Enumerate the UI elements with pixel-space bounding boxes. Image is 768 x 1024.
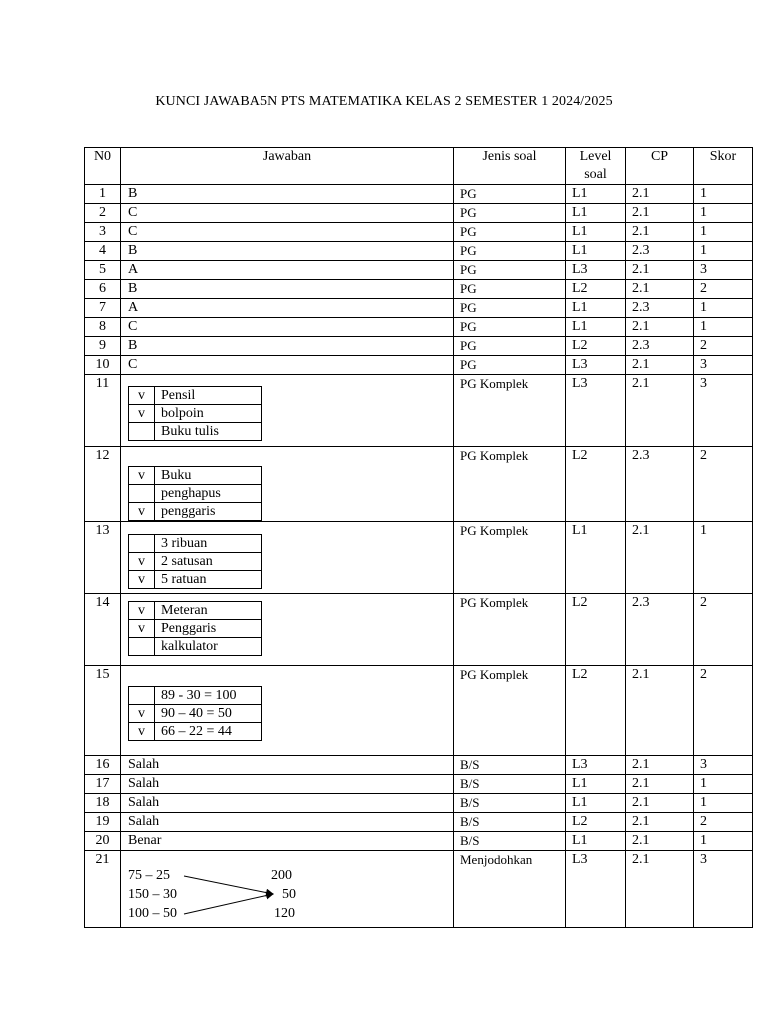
cp-value: 2.1 <box>626 832 694 851</box>
cp-value: 2.1 <box>626 375 694 447</box>
question-level: L2 <box>566 666 626 756</box>
answer-cell: Benar <box>121 832 454 851</box>
option-check-mark: v <box>129 503 155 521</box>
score-value: 2 <box>694 280 753 299</box>
question-level: L1 <box>566 204 626 223</box>
question-type: PG <box>454 261 566 280</box>
cp-value: 2.1 <box>626 756 694 775</box>
row-number: 1 <box>85 185 121 204</box>
option-label: 5 ratuan <box>155 571 262 589</box>
match-right-item: 120 <box>274 906 295 921</box>
answer-option-table <box>128 534 262 589</box>
header-jawaban: Jawaban <box>121 148 454 185</box>
cp-value: 2.1 <box>626 261 694 280</box>
question-level: L2 <box>566 447 626 522</box>
answer-option-table <box>128 386 262 441</box>
option-row <box>129 423 262 441</box>
table-row <box>85 594 753 666</box>
score-value: 1 <box>694 775 753 794</box>
answer-option-table <box>128 601 262 656</box>
answer-cell: C <box>121 356 454 375</box>
question-type: B/S <box>454 756 566 775</box>
option-row <box>129 405 262 423</box>
match-arrow-line <box>184 876 273 894</box>
question-type: PG <box>454 337 566 356</box>
option-check-mark: v <box>129 405 155 423</box>
match-left-item: 75 – 25 <box>128 868 170 883</box>
answer-cell <box>121 851 454 928</box>
row-number: 15 <box>85 666 121 756</box>
header-level-line1: Level <box>579 149 612 164</box>
question-type: PG Komplek <box>454 594 566 666</box>
option-check-mark: v <box>129 602 155 620</box>
question-type: PG Komplek <box>454 666 566 756</box>
matching-answer <box>128 867 328 927</box>
answer-cell: C <box>121 223 454 242</box>
row-number: 3 <box>85 223 121 242</box>
score-value: 2 <box>694 337 753 356</box>
option-label: bolpoin <box>155 405 262 423</box>
question-level: L2 <box>566 337 626 356</box>
cp-value: 2.3 <box>626 242 694 261</box>
question-type: B/S <box>454 775 566 794</box>
score-value: 3 <box>694 356 753 375</box>
row-number: 5 <box>85 261 121 280</box>
option-check-mark: v <box>129 387 155 405</box>
match-arrows <box>128 867 328 927</box>
option-label: penghapus <box>155 485 262 503</box>
row-number: 13 <box>85 522 121 594</box>
option-label: 66 – 22 = 44 <box>155 723 262 741</box>
row-number: 12 <box>85 447 121 522</box>
option-row <box>129 723 262 741</box>
score-value: 3 <box>694 375 753 447</box>
question-type: PG <box>454 318 566 337</box>
option-check-mark: v <box>129 467 155 485</box>
score-value: 3 <box>694 261 753 280</box>
question-level: L1 <box>566 794 626 813</box>
table-header-row <box>85 148 753 185</box>
option-check-mark: v <box>129 620 155 638</box>
row-number: 4 <box>85 242 121 261</box>
score-value: 2 <box>694 594 753 666</box>
match-right-item: 50 <box>282 887 296 902</box>
question-level: L1 <box>566 223 626 242</box>
score-value: 1 <box>694 832 753 851</box>
option-check-mark: v <box>129 723 155 741</box>
header-cp: CP <box>626 148 694 185</box>
option-row <box>129 620 262 638</box>
document-title: KUNCI JAWABA5N PTS MATEMATIKA KELAS 2 SEMESTER 1 2024/2025 <box>155 94 613 109</box>
option-check-mark <box>129 423 155 441</box>
question-level: L3 <box>566 756 626 775</box>
cp-value: 2.3 <box>626 299 694 318</box>
option-label: Buku tulis <box>155 423 262 441</box>
option-label: 90 – 40 = 50 <box>155 705 262 723</box>
table-row <box>85 375 753 447</box>
question-level: L3 <box>566 375 626 447</box>
cp-value: 2.1 <box>626 775 694 794</box>
row-number: 7 <box>85 299 121 318</box>
answer-cell: Salah <box>121 813 454 832</box>
option-label: 89 - 30 = 100 <box>155 687 262 705</box>
row-number: 2 <box>85 204 121 223</box>
option-label: Penggaris <box>155 620 262 638</box>
option-row <box>129 638 262 656</box>
option-row <box>129 387 262 405</box>
row-number: 9 <box>85 337 121 356</box>
table-row <box>85 204 753 223</box>
question-type: B/S <box>454 813 566 832</box>
answer-cell <box>121 447 454 522</box>
answer-cell: B <box>121 337 454 356</box>
match-right-item: 200 <box>271 868 292 883</box>
table-row <box>85 261 753 280</box>
table-body <box>85 185 753 928</box>
score-value: 1 <box>694 522 753 594</box>
question-type: PG <box>454 299 566 318</box>
table-row <box>85 832 753 851</box>
answer-cell: Salah <box>121 794 454 813</box>
question-type: B/S <box>454 832 566 851</box>
question-type: PG Komplek <box>454 522 566 594</box>
option-row <box>129 602 262 620</box>
question-level: L1 <box>566 299 626 318</box>
option-row <box>129 485 262 503</box>
question-level: L3 <box>566 261 626 280</box>
row-number: 16 <box>85 756 121 775</box>
option-check-mark <box>129 485 155 503</box>
question-level: L1 <box>566 242 626 261</box>
score-value: 1 <box>694 318 753 337</box>
row-number: 6 <box>85 280 121 299</box>
answer-cell <box>121 666 454 756</box>
score-value: 2 <box>694 447 753 522</box>
score-value: 1 <box>694 242 753 261</box>
cp-value: 2.1 <box>626 851 694 928</box>
question-type: PG <box>454 223 566 242</box>
cp-value: 2.1 <box>626 794 694 813</box>
option-check-mark: v <box>129 553 155 571</box>
option-row <box>129 571 262 589</box>
answer-cell: C <box>121 204 454 223</box>
score-value: 1 <box>694 794 753 813</box>
score-value: 1 <box>694 223 753 242</box>
answer-cell: B <box>121 185 454 204</box>
table-row <box>85 242 753 261</box>
cp-value: 2.1 <box>626 185 694 204</box>
table-row <box>85 318 753 337</box>
option-label: Meteran <box>155 602 262 620</box>
question-type: PG Komplek <box>454 447 566 522</box>
match-arrow-line <box>184 894 273 914</box>
cp-value: 2.3 <box>626 447 694 522</box>
cp-value: 2.1 <box>626 813 694 832</box>
table-row <box>85 775 753 794</box>
table-row <box>85 666 753 756</box>
score-value: 2 <box>694 666 753 756</box>
score-value: 2 <box>694 813 753 832</box>
question-type: PG Komplek <box>454 375 566 447</box>
question-level: L2 <box>566 813 626 832</box>
score-value: 1 <box>694 299 753 318</box>
table-row <box>85 522 753 594</box>
question-type: PG <box>454 280 566 299</box>
question-level: L3 <box>566 851 626 928</box>
question-type: Menjodohkan <box>454 851 566 928</box>
option-label: penggaris <box>155 503 262 521</box>
question-level: L1 <box>566 775 626 794</box>
row-number: 8 <box>85 318 121 337</box>
answer-cell: B <box>121 242 454 261</box>
option-check-mark <box>129 638 155 656</box>
score-value: 1 <box>694 185 753 204</box>
table-row <box>85 794 753 813</box>
row-number: 14 <box>85 594 121 666</box>
cp-value: 2.1 <box>626 204 694 223</box>
question-level: L1 <box>566 185 626 204</box>
header-jenis-soal: Jenis soal <box>454 148 566 185</box>
score-value: 3 <box>694 756 753 775</box>
table-row <box>85 185 753 204</box>
answer-cell: A <box>121 261 454 280</box>
answer-cell: A <box>121 299 454 318</box>
answer-option-table <box>128 466 262 521</box>
score-value: 1 <box>694 204 753 223</box>
answer-cell: Salah <box>121 756 454 775</box>
header-skor: Skor <box>694 148 753 185</box>
option-label: kalkulator <box>155 638 262 656</box>
option-row <box>129 535 262 553</box>
row-number: 19 <box>85 813 121 832</box>
cp-value: 2.3 <box>626 594 694 666</box>
row-number: 21 <box>85 851 121 928</box>
table-row <box>85 813 753 832</box>
row-number: 11 <box>85 375 121 447</box>
question-type: PG <box>454 356 566 375</box>
question-level: L2 <box>566 594 626 666</box>
answer-cell <box>121 594 454 666</box>
answer-cell <box>121 375 454 447</box>
table-row <box>85 851 753 928</box>
question-type: PG <box>454 204 566 223</box>
option-check-mark: v <box>129 571 155 589</box>
answer-cell: B <box>121 280 454 299</box>
option-label: 3 ribuan <box>155 535 262 553</box>
cp-value: 2.1 <box>626 280 694 299</box>
question-type: B/S <box>454 794 566 813</box>
answer-cell: C <box>121 318 454 337</box>
cp-value: 2.1 <box>626 356 694 375</box>
cp-value: 2.3 <box>626 337 694 356</box>
question-level: L1 <box>566 318 626 337</box>
question-type: PG <box>454 242 566 261</box>
question-level: L3 <box>566 356 626 375</box>
table-row <box>85 280 753 299</box>
question-level: L1 <box>566 832 626 851</box>
option-label: Buku <box>155 467 262 485</box>
row-number: 20 <box>85 832 121 851</box>
cp-value: 2.1 <box>626 666 694 756</box>
match-left-item: 100 – 50 <box>128 906 177 921</box>
header-level-line2: soal <box>584 167 607 182</box>
option-row <box>129 687 262 705</box>
row-number: 10 <box>85 356 121 375</box>
table-row <box>85 756 753 775</box>
option-row <box>129 503 262 521</box>
option-row <box>129 553 262 571</box>
question-level: L1 <box>566 522 626 594</box>
option-row <box>129 467 262 485</box>
answer-option-table <box>128 686 262 741</box>
cp-value: 2.1 <box>626 223 694 242</box>
answer-cell: Salah <box>121 775 454 794</box>
header-no: N0 <box>85 148 121 185</box>
cp-value: 2.1 <box>626 318 694 337</box>
table-row <box>85 356 753 375</box>
option-label: 2 satusan <box>155 553 262 571</box>
option-check-mark <box>129 535 155 553</box>
table-row <box>85 337 753 356</box>
row-number: 18 <box>85 794 121 813</box>
option-row <box>129 705 262 723</box>
table-row <box>85 447 753 522</box>
match-left-item: 150 – 30 <box>128 887 177 902</box>
answer-key-table <box>84 147 753 928</box>
option-check-mark <box>129 687 155 705</box>
option-label: Pensil <box>155 387 262 405</box>
question-level: L2 <box>566 280 626 299</box>
table-row <box>85 223 753 242</box>
cp-value: 2.1 <box>626 522 694 594</box>
question-type: PG <box>454 185 566 204</box>
option-check-mark: v <box>129 705 155 723</box>
header-level-soal <box>566 148 626 185</box>
table-row <box>85 299 753 318</box>
answer-cell <box>121 522 454 594</box>
score-value: 3 <box>694 851 753 928</box>
row-number: 17 <box>85 775 121 794</box>
